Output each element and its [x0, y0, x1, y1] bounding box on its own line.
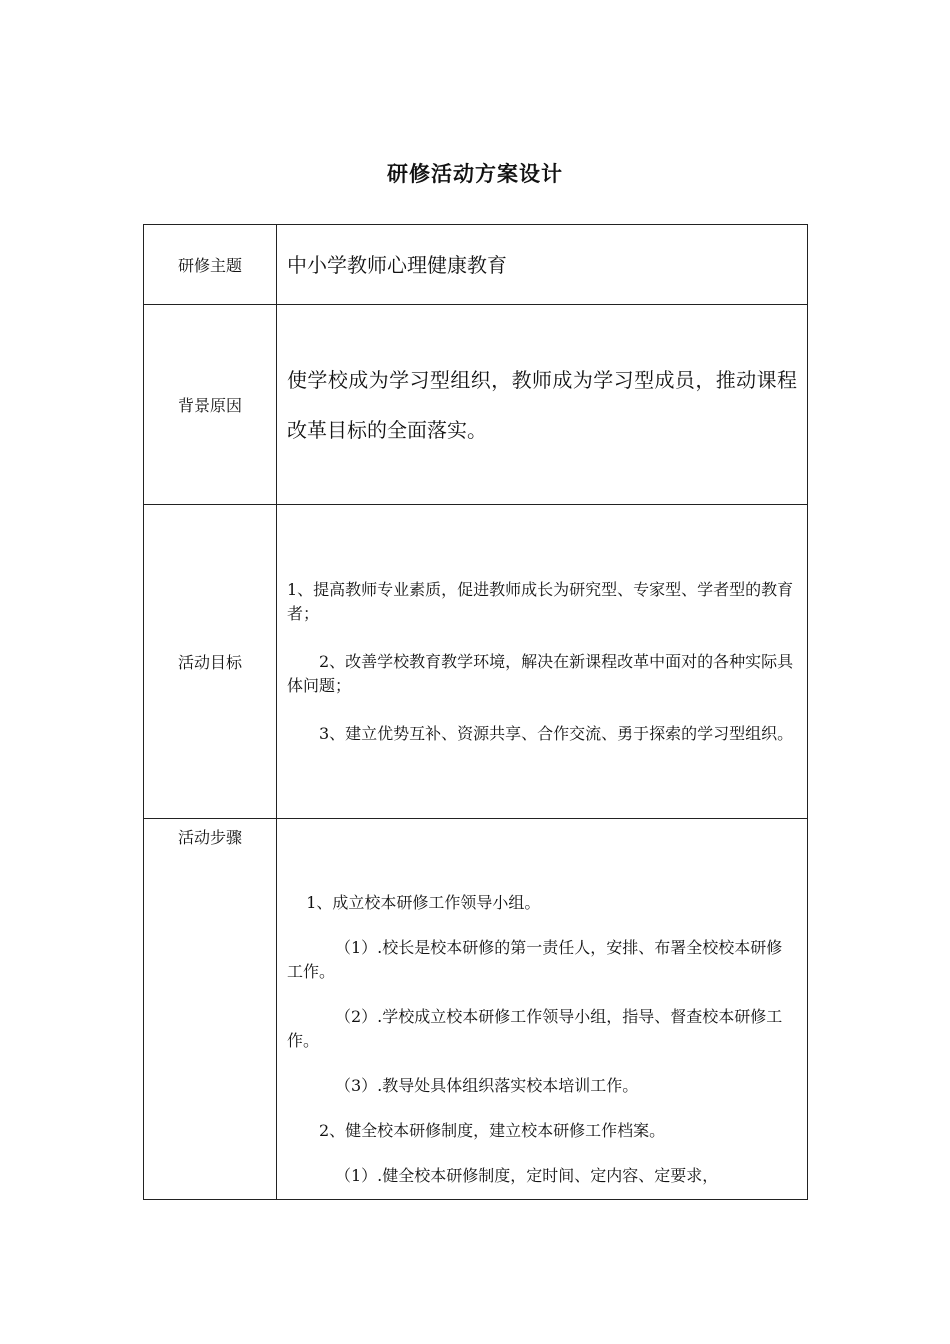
- step-item: （1）.校长是校本研修的第一责任人，安排、布署全校校本研修工作。: [287, 938, 783, 981]
- goals-cell: [277, 505, 808, 819]
- goals-label: 活动目标: [144, 505, 277, 819]
- step-item: 1、成立校本研修工作领导小组。: [306, 893, 541, 912]
- background-value: 使学校成为学习型组织，教师成为学习型成员，推动课程改革目标的全面落实。: [287, 367, 797, 442]
- document-title: 研修活动方案设计: [387, 161, 563, 186]
- step-item: （3）.教导处具体组织落实校本培训工作。: [335, 1076, 639, 1095]
- table-row-steps: [144, 819, 808, 1200]
- table-row-topic: [144, 225, 808, 305]
- table-row-goals: [144, 505, 808, 819]
- topic-cell: [277, 225, 808, 305]
- goal-item: 2、改善学校教育教学环境，解决在新课程改革中面对的各种实际具体问题；: [287, 651, 794, 695]
- background-cell: [277, 305, 808, 505]
- steps-content: [287, 819, 797, 1199]
- plan-table: [143, 224, 808, 1200]
- goal-item: 1、提高教师专业素质，促进教师成长为研究型、专家型、学者型的教育者；: [287, 579, 794, 623]
- background-label: 背景原因: [144, 305, 277, 505]
- topic-label: 研修主题: [144, 225, 277, 305]
- table-row-background: [144, 305, 808, 505]
- step-item: 2、健全校本研修制度，建立校本研修工作档案。: [319, 1121, 666, 1140]
- step-item: （2）.学校成立校本研修工作领导小组，指导、督查校本研修工作。: [287, 1007, 783, 1050]
- step-item: （1）.健全校本研修制度，定时间、定内容、定要求，: [335, 1166, 719, 1185]
- steps-label: 活动步骤: [144, 819, 277, 1200]
- steps-cell: [277, 819, 808, 1200]
- goal-item: 3、建立优势互补、资源共享、合作交流、勇于探索的学习型组织。: [319, 723, 794, 743]
- topic-value: 中小学教师心理健康教育: [287, 252, 507, 277]
